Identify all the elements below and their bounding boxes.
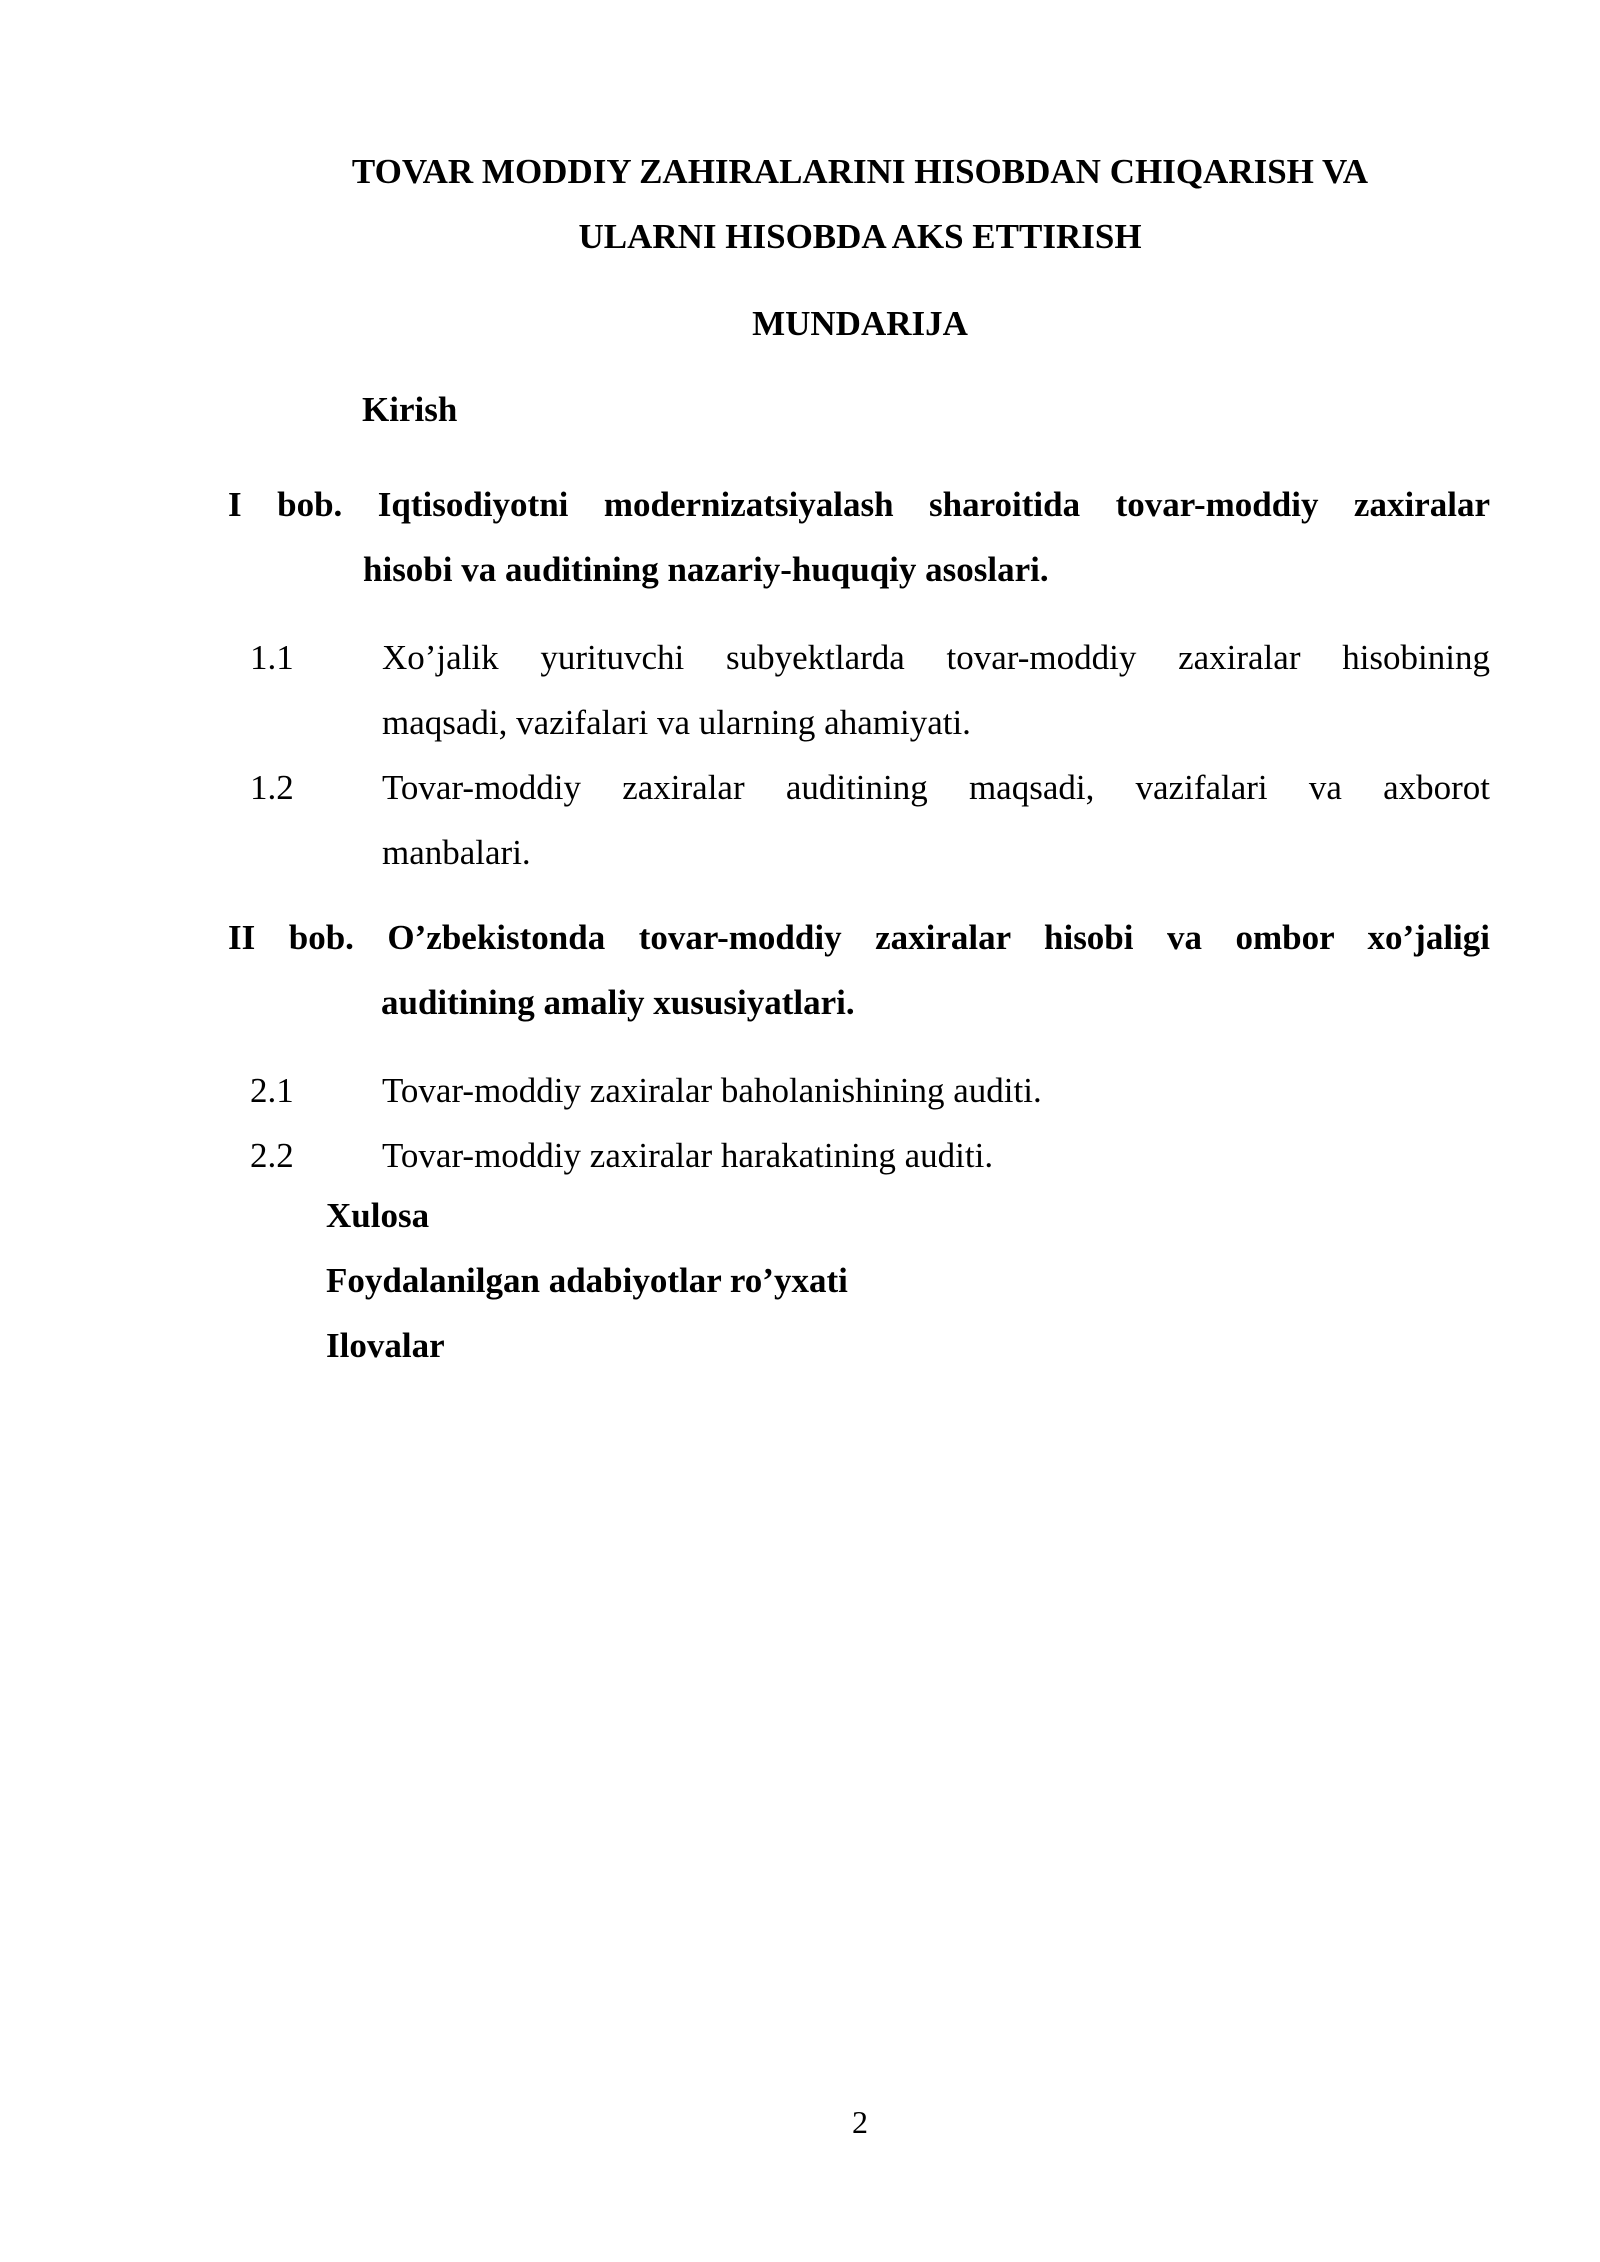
toc-section-line-1: Tovar-moddiy zaxiralar harakatining auditi.: [382, 1136, 994, 1175]
toc-chapter-2-line-1: II bob. O’zbekistonda tovar-moddiy zaxiralar hisobi va ombor xo’jaligi: [228, 918, 1490, 957]
toc-section-number: 2.2: [250, 1136, 294, 1175]
toc-section-number: 1.2: [250, 768, 294, 807]
toc-section-text: [382, 1123, 1490, 1188]
toc-section-number: 1.1: [250, 638, 294, 677]
toc-entry-introduction: Kirish: [362, 390, 458, 429]
toc-chapter-1-line-1: I bob. Iqtisodiyotni modernizatsiyalash sharoitida tovar-moddiy zaxiralar: [228, 485, 1490, 524]
toc-section-2-1: [228, 1058, 1490, 1123]
page-number: 2: [852, 2104, 868, 2140]
toc-chapter-2: [228, 905, 1490, 1035]
toc-chapter-1: [228, 472, 1490, 602]
toc-chapter-1-line-2: hisobi va auditining nazariy-huquqiy asoslari.: [363, 550, 1049, 589]
toc-section-number: 2.1: [250, 1071, 294, 1110]
toc-entry-references: Foydalanilgan adabiyotlar ro’yxati: [326, 1261, 848, 1300]
toc-section-text: [382, 755, 1490, 885]
toc-section-1-1: [228, 625, 1490, 755]
document-title-line-2: ULARNI HISOBDA AKS ETTIRISH: [578, 217, 1142, 256]
toc-section-line-1: Tovar-moddiy zaxiralar auditining maqsadi, vazifalari va axborot: [382, 768, 1490, 807]
toc-section-line-1: Xo’jalik yurituvchi subyektlarda tovar-moddiy zaxiralar hisobining: [382, 638, 1490, 677]
toc-section-2-2: [228, 1123, 1490, 1188]
toc-heading: MUNDARIJA: [752, 304, 968, 343]
toc-section-line-2: maqsadi, vazifalari va ularning ahamiyati.: [382, 703, 971, 742]
toc-entry-conclusion: Xulosa: [326, 1196, 430, 1235]
toc-section-text: [382, 1058, 1490, 1123]
toc-section-1-2: [228, 755, 1490, 885]
toc-section-text: [382, 625, 1490, 755]
toc-chapter-2-line-2: auditining amaliy xususiyatlari.: [381, 983, 855, 1022]
document-title-line-1: TOVAR MODDIY ZAHIRALARINI HISOBDAN CHIQARISH VA: [351, 152, 1369, 191]
toc-section-line-2: manbalari.: [382, 833, 531, 872]
toc-entry-appendices: Ilovalar: [326, 1326, 445, 1365]
toc-section-line-1: Tovar-moddiy zaxiralar baholanishining auditi.: [382, 1071, 1042, 1110]
